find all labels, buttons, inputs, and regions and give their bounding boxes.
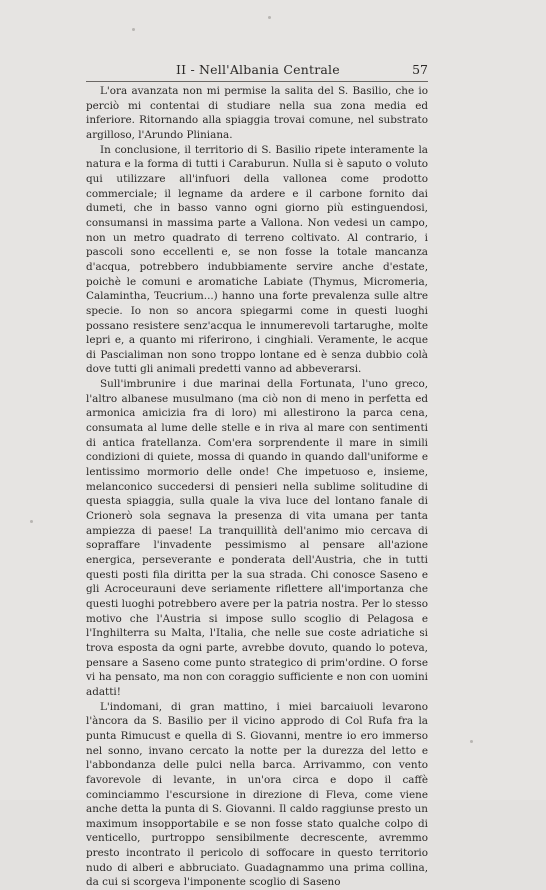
paper-speck (268, 16, 271, 19)
paper-speck (470, 740, 473, 743)
running-title: II - Nell'Albania Centrale (176, 62, 340, 77)
paper-speck (30, 520, 33, 523)
body-text (86, 84, 428, 890)
paragraph-2: In conclusione, il territorio di S. Basilio ripete interamente la natura e la forma di tutti i Caraburun. Nulla si è saputo o voluto qui utilizzare all'infuori della vallonea come prodotto commerciale; il legname da ardere e il carbone fornito dai dumeti, che in basso vanno ogni giorno più estinguendosi, consumansi in massima parte a Vallona. Non vedesi un campo, non un metro quadrato di terreno coltivato. Al contrario, i pascoli sono eccellenti e, se non fosse la totale mancanza d'acqua, potrebbero indubbiamente servire anche d'estate, poichè le comuni e aromatiche Labiate (Thymus, Micromeria, Calamintha, Teucrium...) hanno una forte prevalenza sulle altre specie. Io non so ancora spiegarmi come in questi luoghi possano resistere senz'acqua le innumerevoli tartarughe, molte lepri e, a quanto mi riferirono, i cinghiali. Veramente, le acque di Pascialiman non sono troppo lontane ed è senza dubbio colà dove tutti gli animali predetti vanno ad abbeverarsi. (86, 143, 428, 376)
paragraph-1: L'ora avanzata non mi permise la salita del S. Basilio, che io perciò mi contentai di studiare nella sua zona media ed inferiore. Ritornando alla spiaggia trovai comune, nel substrato argilloso, l'Arundo Pliniana. (86, 85, 428, 141)
paper-speck (132, 28, 135, 31)
paragraph-3: Sull'imbrunire i due marinai della Fortunata, l'uno greco, l'altro albanese musulmano (ma ciò non di meno in perfetta ed armonica amicizia fra di loro) mi allestirono la parca cena, consumata al lume delle stelle e in riva al mare con sentimenti di antica fratellanza. Com'era sorprendente il mare in simili condizioni di quiete, mossa di quando in quando dall'uniforme e lentissimo mormorio delle onde! Che impetuoso e, insieme, melanconico succedersi di pensieri nella sublime solitudine di questa spiaggia, sulla quale la viva luce del lontano fanale di Crionerò sola segnava la presenza di vita umana per tanta ampiezza di paese! La tranquillità dell'animo mio cercava di sopraffare l'invadente pessimismo al pensare all'azione energica, perseverante e ponderata dell'Austria, che in tutti questi posti fila diritta per la sua strada. Chi conosce Saseno e gli Acroceurauni deve seriamente riflettere all'importanza che questi luoghi potrebbero avere per la patria nostra. Per lo stesso motivo che l'Austria si impose sullo scoglio di Pelagosa e l'Inghilterra su Malta, l'Italia, che nelle sue coste adriatiche si trova esposta da ogni parte, avrebbe dovuto, quando lo poteva, pensare a Saseno come punto strategico di prim'ordine. O forse vi ha pensato, ma non con coraggio sufficiente e non con uomini adatti! (86, 378, 429, 698)
paragraph-4: L'indomani, di gran mattino, i miei barcaiuoli levarono l'àncora da S. Basilio per il vicino approdo di Col Rufa fra la punta Rimucust e quella di S. Giovanni, mentre io ero immerso nel sonno, invano cercato la notte per la durezza del letto e l'abbondanza delle pulci nella barca. Arrivammo, con vento favorevole di levante, in un'ora circa e dopo il caffè cominciammo l'escursione in direzione di Fleva, come viene anche detta la punta di S. Giovanni. Il caldo raggiunse presto un maximum insopportabile e se non fosse stato qualche colpo di venticello, purtroppo sensibilmente decrescente, avremmo presto incontrato il pericolo di soffocare in questo territorio nudo di alberi e abbruciato. Guadagnammo una prima collina, da cui si scorgeva l'imponente scoglio di Saseno (86, 700, 428, 889)
page-number: 57 (412, 62, 428, 77)
header-rule (86, 81, 428, 82)
running-header (86, 62, 428, 77)
